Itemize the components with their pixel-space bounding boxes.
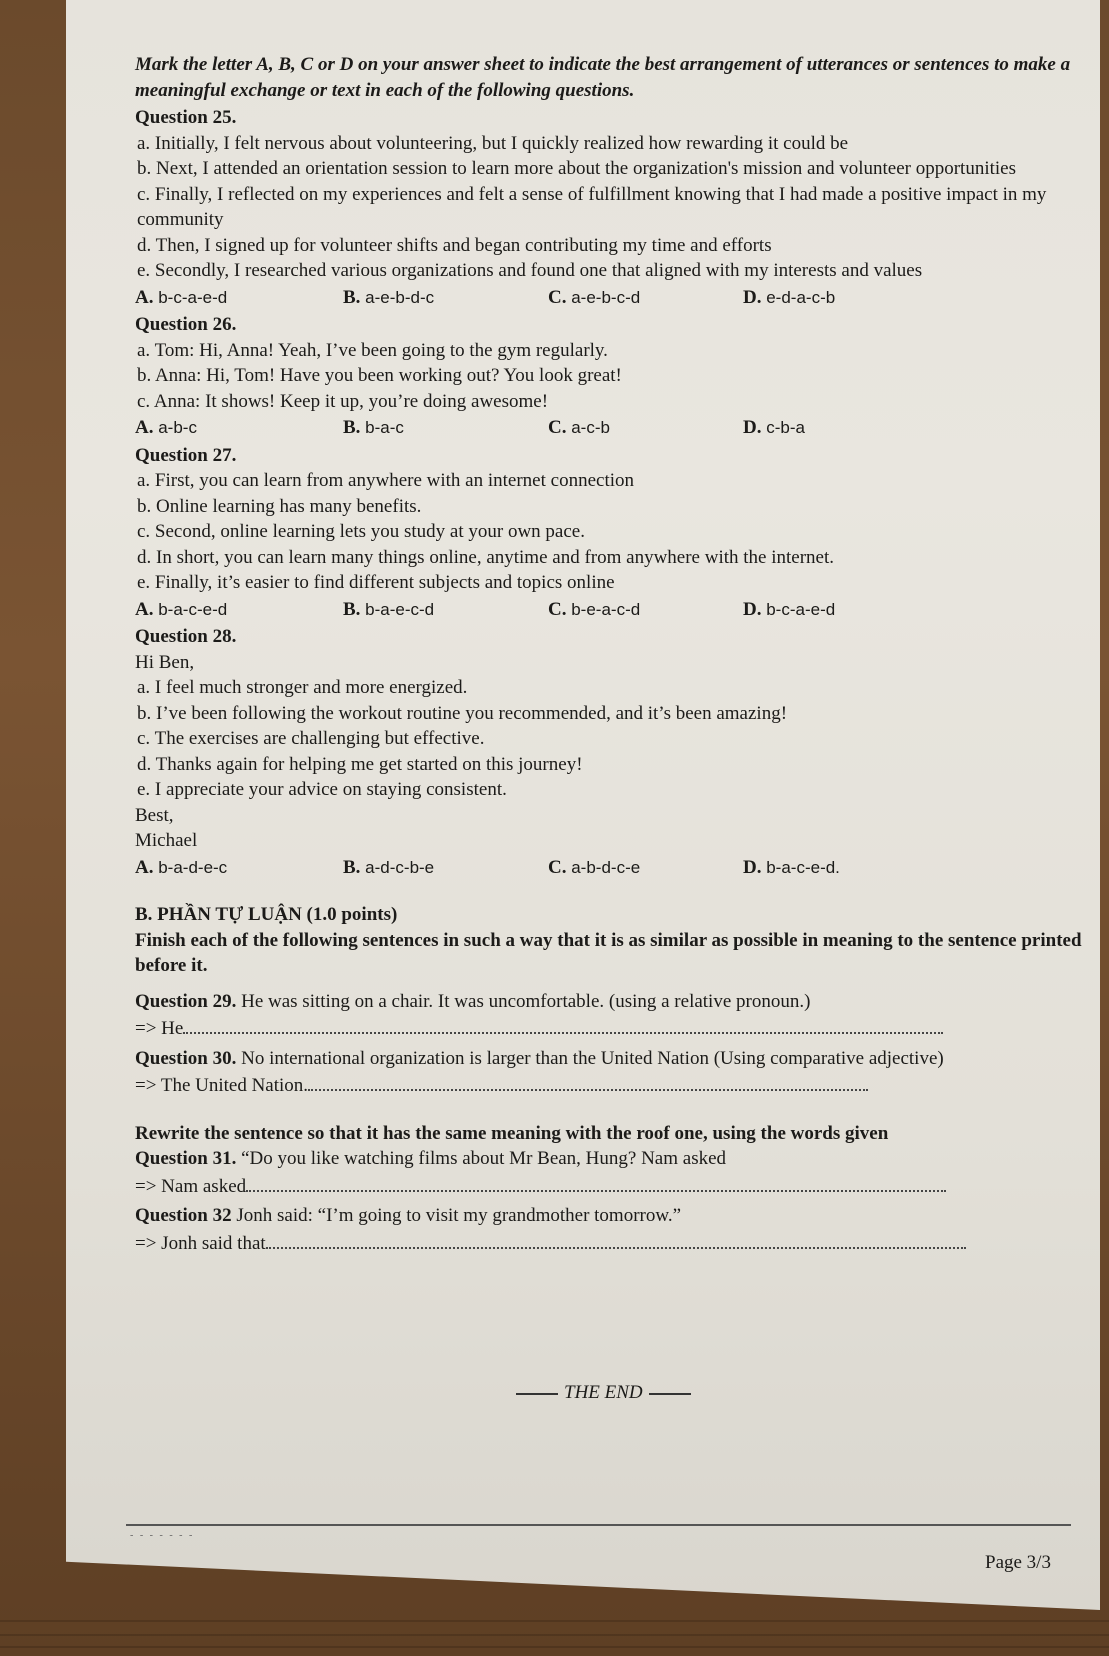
option-letter: A.: [135, 286, 154, 308]
option-letter: D.: [743, 856, 762, 878]
option-text: b-a-c-e-d: [158, 599, 228, 619]
sentence-item: b. Anna: Hi, Tom! Have you been working out? You look great!: [137, 365, 622, 386]
question-30-answer[interactable]: [135, 1073, 1085, 1099]
question-32-label: Question 32: [135, 1205, 232, 1226]
answer-option[interactable]: [135, 855, 343, 881]
sentence-item: e. Secondly, I researched various organizations and found one that aligned with my interests and values: [137, 260, 923, 281]
option-letter: B.: [343, 598, 361, 620]
question-32: [135, 1203, 1085, 1229]
sentence-item: b. Online learning has many benefits.: [137, 495, 422, 517]
option-letter: B.: [343, 856, 361, 878]
answer-option[interactable]: [343, 597, 548, 623]
option-letter: C.: [548, 417, 567, 438]
footer-divider: [126, 1524, 1071, 1526]
sentence-item: d. Thanks again for helping me get started on this journey!: [137, 753, 583, 775]
sentence-item: b. Next, I attended an orientation session to learn more about the organization's mission and volunteer opportunities: [137, 158, 1016, 179]
question-31: [135, 1146, 1085, 1172]
option-text: a-b-c: [158, 418, 197, 437]
option-text: b-e-a-c-d: [571, 599, 641, 619]
sentence-item: c. Anna: It shows! Keep it up, you’re doing awesome!: [137, 390, 549, 412]
question-title: Question 25.: [135, 107, 237, 128]
option-letter: A.: [135, 856, 154, 878]
sentence-item: d. In short, you can learn many things online, anytime and from anywhere with the internet.: [137, 546, 835, 568]
sentence-item: c. Second, online learning lets you study at your own pace.: [137, 521, 585, 542]
option-text: a-d-c-b-e: [365, 857, 435, 877]
section-b-heading: B. PHẦN TỰ LUẬN (1.0 points): [135, 904, 398, 925]
letter-closing: Michael: [135, 830, 198, 851]
option-text: b-c-a-e-d: [766, 599, 836, 619]
sentence-item: a. First, you can learn from anywhere with an internet connection: [137, 470, 634, 491]
option-letter: C.: [548, 286, 567, 308]
option-text: a-e-b-c-d: [571, 287, 641, 307]
answer-option[interactable]: [343, 285, 548, 311]
question-31-text: “Do you like watching films about Mr Bean, Hung? Nam asked: [236, 1148, 727, 1169]
page-number: Page 3/3: [985, 1552, 1051, 1573]
answer-prefix: => He: [135, 1018, 184, 1039]
answer-prefix: => Jonh said that: [135, 1232, 266, 1254]
letter-closing: Best,: [135, 804, 174, 826]
question-list: [135, 105, 1085, 880]
option-text: b-a-e-c-d: [365, 599, 435, 619]
the-end-text: THE END: [564, 1382, 643, 1403]
question-title: Question 27.: [135, 444, 237, 466]
question-29-answer[interactable]: [135, 1016, 1085, 1042]
answer-option[interactable]: [548, 597, 743, 623]
answer-option[interactable]: [548, 855, 743, 881]
question-29: [135, 989, 1085, 1015]
answer-prefix: => The United Nation.: [135, 1075, 309, 1096]
sentence-item: a. Tom: Hi, Anna! Yeah, I’ve been going to the gym regularly.: [137, 339, 608, 361]
option-letter: C.: [548, 856, 567, 878]
question-30: [135, 1046, 1085, 1072]
answer-option[interactable]: [743, 855, 943, 881]
option-letter: A.: [135, 598, 154, 620]
answer-options: [135, 415, 1085, 441]
sentence-item: c. Finally, I reflected on my experiences and felt a sense of fulfillment knowing that I had made a positive impact in my community: [137, 183, 1047, 230]
answer-option[interactable]: [743, 597, 943, 623]
option-letter: D.: [743, 417, 762, 438]
answer-line[interactable]: [246, 1176, 946, 1192]
option-letter: C.: [548, 598, 567, 620]
section-b-instruction: Finish each of the following sentences in such a way that it is as similar as possible in meaning to the sentence printed before it.: [135, 929, 1082, 976]
answer-option[interactable]: [548, 285, 743, 311]
answer-option[interactable]: [548, 415, 743, 441]
question-30-label: Question 30.: [135, 1047, 237, 1069]
answer-line[interactable]: [183, 1018, 943, 1034]
option-text: a-b-d-c-e: [571, 857, 641, 877]
sentence-item: c. The exercises are challenging but effective.: [137, 728, 485, 749]
answer-option[interactable]: [343, 415, 548, 441]
option-letter: D.: [743, 598, 762, 620]
option-text: e-d-a-c-b: [766, 287, 836, 307]
answer-option[interactable]: [135, 597, 343, 623]
sentence-item: a. I feel much stronger and more energized.: [137, 677, 468, 698]
answer-option[interactable]: [135, 415, 343, 441]
question-29-text: He was sitting on a chair. It was uncomfortable. (using a relative pronoun.): [236, 990, 811, 1012]
option-text: a-c-b: [571, 418, 610, 437]
option-text: a-e-b-d-c: [365, 287, 435, 307]
question-29-label: Question 29.: [135, 990, 237, 1012]
answer-options: [135, 855, 1085, 881]
sentence-item: d. Then, I signed up for volunteer shifts and began contributing my time and efforts: [137, 234, 772, 256]
sentence-item: e. Finally, it’s easier to find different subjects and topics online: [137, 572, 615, 593]
answer-line[interactable]: [308, 1075, 868, 1091]
question-31-answer[interactable]: [135, 1174, 1085, 1200]
question-title: Question 26.: [135, 314, 237, 335]
question-30-text: No international organization is larger than the United Nation (Using comparative adjective): [236, 1047, 944, 1069]
option-text: b-a-c: [365, 418, 404, 437]
question-31-label: Question 31.: [135, 1148, 237, 1169]
sentence-item: a. Initially, I felt nervous about volunteering, but I quickly realized how rewarding it could be: [137, 132, 849, 154]
answer-prefix: => Nam asked: [135, 1175, 247, 1197]
answer-options: [135, 285, 1085, 311]
option-text: b-c-a-e-d: [158, 287, 228, 307]
option-text: b-a-d-e-c: [158, 857, 228, 877]
answer-line[interactable]: [266, 1233, 966, 1249]
question-32-answer[interactable]: [135, 1231, 1085, 1257]
option-text: c-b-a: [766, 418, 805, 437]
answer-option[interactable]: [343, 855, 548, 881]
option-letter: B.: [343, 286, 361, 308]
answer-option[interactable]: [743, 415, 943, 441]
answer-option[interactable]: [135, 285, 343, 311]
answer-options: [135, 597, 1085, 623]
sentence-item: b. I’ve been following the workout routine you recommended, and it’s been amazing!: [137, 702, 788, 724]
section-b: [135, 902, 1085, 1256]
the-end: [510, 1382, 697, 1404]
question-title: Question 28.: [135, 626, 237, 647]
option-letter: A.: [135, 417, 154, 438]
option-letter: B.: [343, 417, 361, 438]
option-text: b-a-c-e-d.: [766, 857, 840, 877]
sentence-item: e. I appreciate your advice on staying consistent.: [137, 779, 507, 800]
letter-greeting: Hi Ben,: [135, 651, 195, 673]
section-b-instruction-2: Rewrite the sentence so that it has the same meaning with the roof one, using the words given: [135, 1122, 889, 1144]
question-32-text: Jonh said: “I’m going to visit my grandmother tomorrow.”: [231, 1205, 682, 1226]
option-letter: D.: [743, 286, 762, 308]
instructions: Mark the letter A, B, C or D on your answer sheet to indicate the best arrangement of utterances or sentences to make a meaningful exchange or text in each of the following questions.: [135, 54, 1071, 101]
exam-content: [135, 52, 1085, 1260]
answer-option[interactable]: [743, 285, 943, 311]
footer-mark: - - - - - - -: [130, 1530, 195, 1541]
